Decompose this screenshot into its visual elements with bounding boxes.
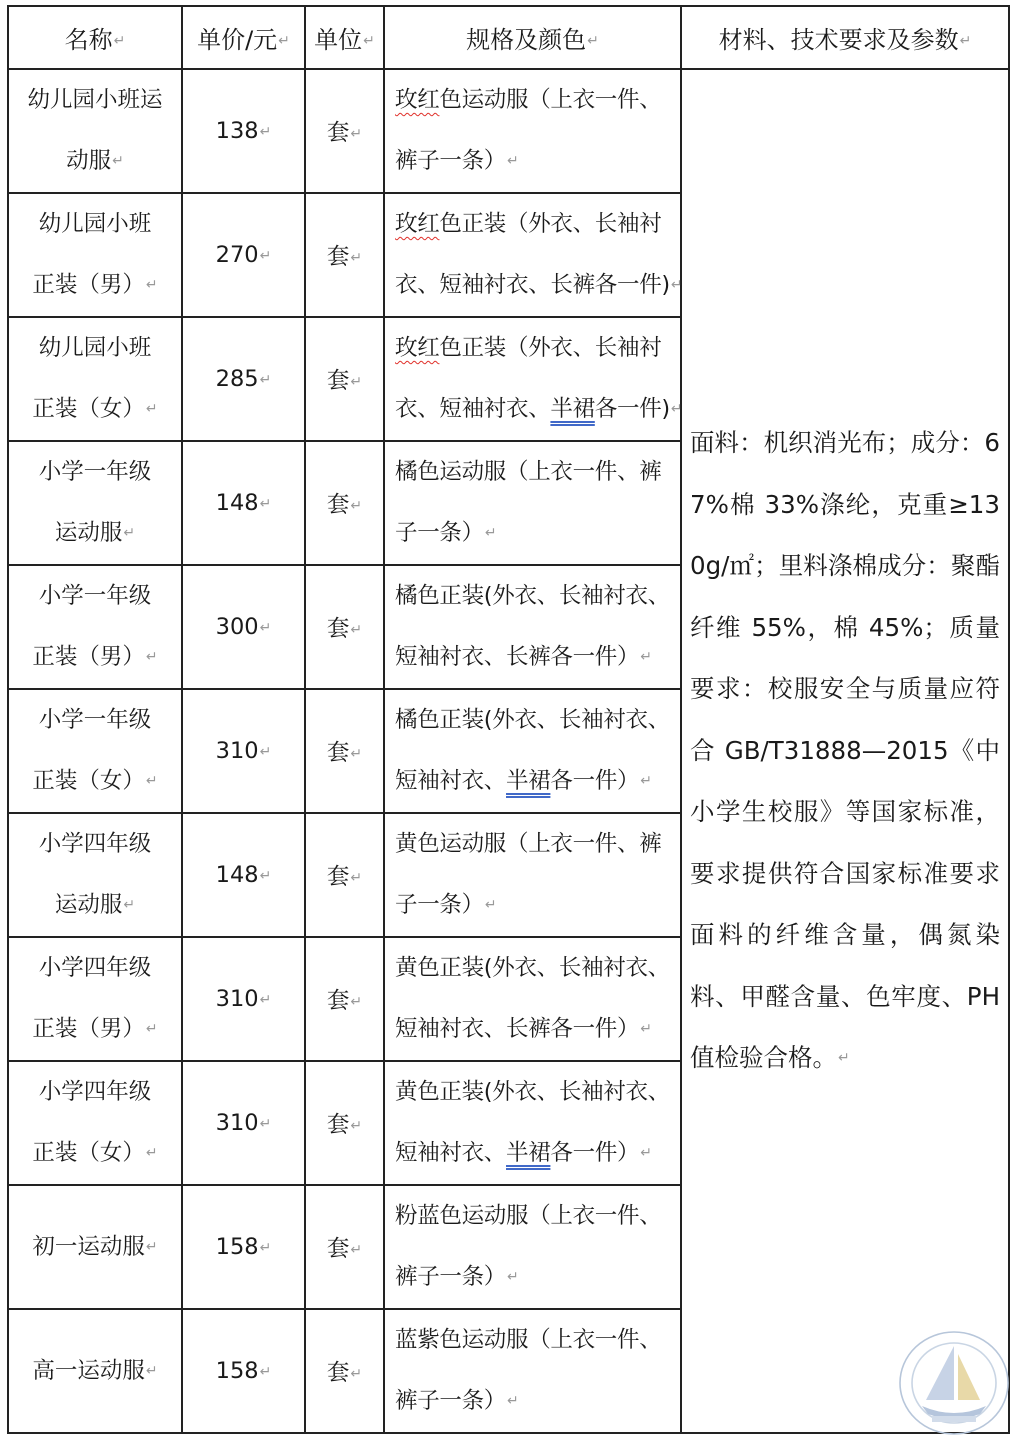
cell-spec: 黄色正装(外衣、长袖衬衣、 短袖衬衣、长裤各一件）↵ — [384, 937, 681, 1061]
cell-name: 初一运动服↵ — [8, 1185, 182, 1309]
cell-name: 小学四年级 正装（男）↵ — [8, 937, 182, 1061]
cell-price: 310↵ — [182, 1061, 305, 1185]
cell-spec: 黄色正装(外衣、长袖衬衣、 短袖衬衣、半裙各一件）↵ — [384, 1061, 681, 1185]
cell-price: 310↵ — [182, 937, 305, 1061]
cell-name: 幼儿园小班 正装（女）↵ — [8, 317, 182, 441]
cell-price: 300↵ — [182, 565, 305, 689]
cell-unit: 套↵ — [305, 1309, 384, 1433]
cell-price: 270↵ — [182, 193, 305, 317]
table-row — [8, 69, 1009, 193]
cell-unit: 套↵ — [305, 441, 384, 565]
cell-spec: 玫红色正装（外衣、长袖衬 衣、短袖衬衣、半裙各一件)↵ — [384, 317, 681, 441]
cell-spec: 橘色正装(外衣、长袖衬衣、 短袖衬衣、长裤各一件）↵ — [384, 565, 681, 689]
cell-name: 高一运动服↵ — [8, 1309, 182, 1433]
cell-spec: 橘色运动服（上衣一件、裤 子一条）↵ — [384, 441, 681, 565]
cell-spec: 黄色运动服（上衣一件、裤 子一条）↵ — [384, 813, 681, 937]
cell-unit: 套↵ — [305, 813, 384, 937]
cell-name: 小学一年级 正装（男）↵ — [8, 565, 182, 689]
cell-price: 158↵ — [182, 1309, 305, 1433]
cell-unit: 套↵ — [305, 1061, 384, 1185]
cell-spec: 玫红色运动服（上衣一件、 裤子一条）↵ — [384, 69, 681, 193]
cell-spec: 粉蓝色运动服（上衣一件、 裤子一条）↵ — [384, 1185, 681, 1309]
cell-price: 158↵ — [182, 1185, 305, 1309]
cell-name: 小学一年级 正装（女）↵ — [8, 689, 182, 813]
cell-spec: 蓝紫色运动服（上衣一件、 裤子一条）↵ — [384, 1309, 681, 1433]
cell-unit: 套↵ — [305, 69, 384, 193]
cell-unit: 套↵ — [305, 937, 384, 1061]
cell-name: 幼儿园小班 正装（男）↵ — [8, 193, 182, 317]
cell-price: 138↵ — [182, 69, 305, 193]
cell-spec: 橘色正装(外衣、长袖衬衣、 短袖衬衣、半裙各一件）↵ — [384, 689, 681, 813]
cell-price: 148↵ — [182, 441, 305, 565]
header-unit: 单位↵ — [305, 6, 384, 69]
header-name: 名称↵ — [8, 6, 182, 69]
cell-name: 小学一年级 运动服↵ — [8, 441, 182, 565]
uniform-price-table — [7, 5, 1010, 1434]
cell-unit: 套↵ — [305, 193, 384, 317]
cell-price: 285↵ — [182, 317, 305, 441]
cell-unit: 套↵ — [305, 565, 384, 689]
header-material: 材料、技术要求及参数↵ — [681, 6, 1009, 69]
table-header-row — [8, 6, 1009, 69]
cell-name: 小学四年级 运动服↵ — [8, 813, 182, 937]
cell-unit: 套↵ — [305, 689, 384, 813]
cell-price: 148↵ — [182, 813, 305, 937]
school-seal-watermark-icon — [896, 1328, 1012, 1438]
cell-spec: 玫红色正装（外衣、长袖衬 衣、短袖衬衣、长裤各一件)↵ — [384, 193, 681, 317]
header-spec: 规格及颜色↵ — [384, 6, 681, 69]
cell-unit: 套↵ — [305, 1185, 384, 1309]
cell-price: 310↵ — [182, 689, 305, 813]
cell-material-requirements: 面料：机织消光布；成分：67%棉 33%涤纶，克重≥130g/㎡；里料涤棉成分：聚酯纤维 55%，棉 45%；质量要求：校服安全与质量应符合 GB/T31888—2015《中小学生校服》等国家标准，要求提供符合国家标准要求面料的纤维含量，偶氮染料、甲醛含量、色牢度、PH 值检验合格。↵ — [681, 69, 1009, 1433]
header-price: 单价/元↵ — [182, 6, 305, 69]
cell-name: 幼儿园小班运 动服↵ — [8, 69, 182, 193]
cell-name: 小学四年级 正装（女）↵ — [8, 1061, 182, 1185]
cell-unit: 套↵ — [305, 317, 384, 441]
